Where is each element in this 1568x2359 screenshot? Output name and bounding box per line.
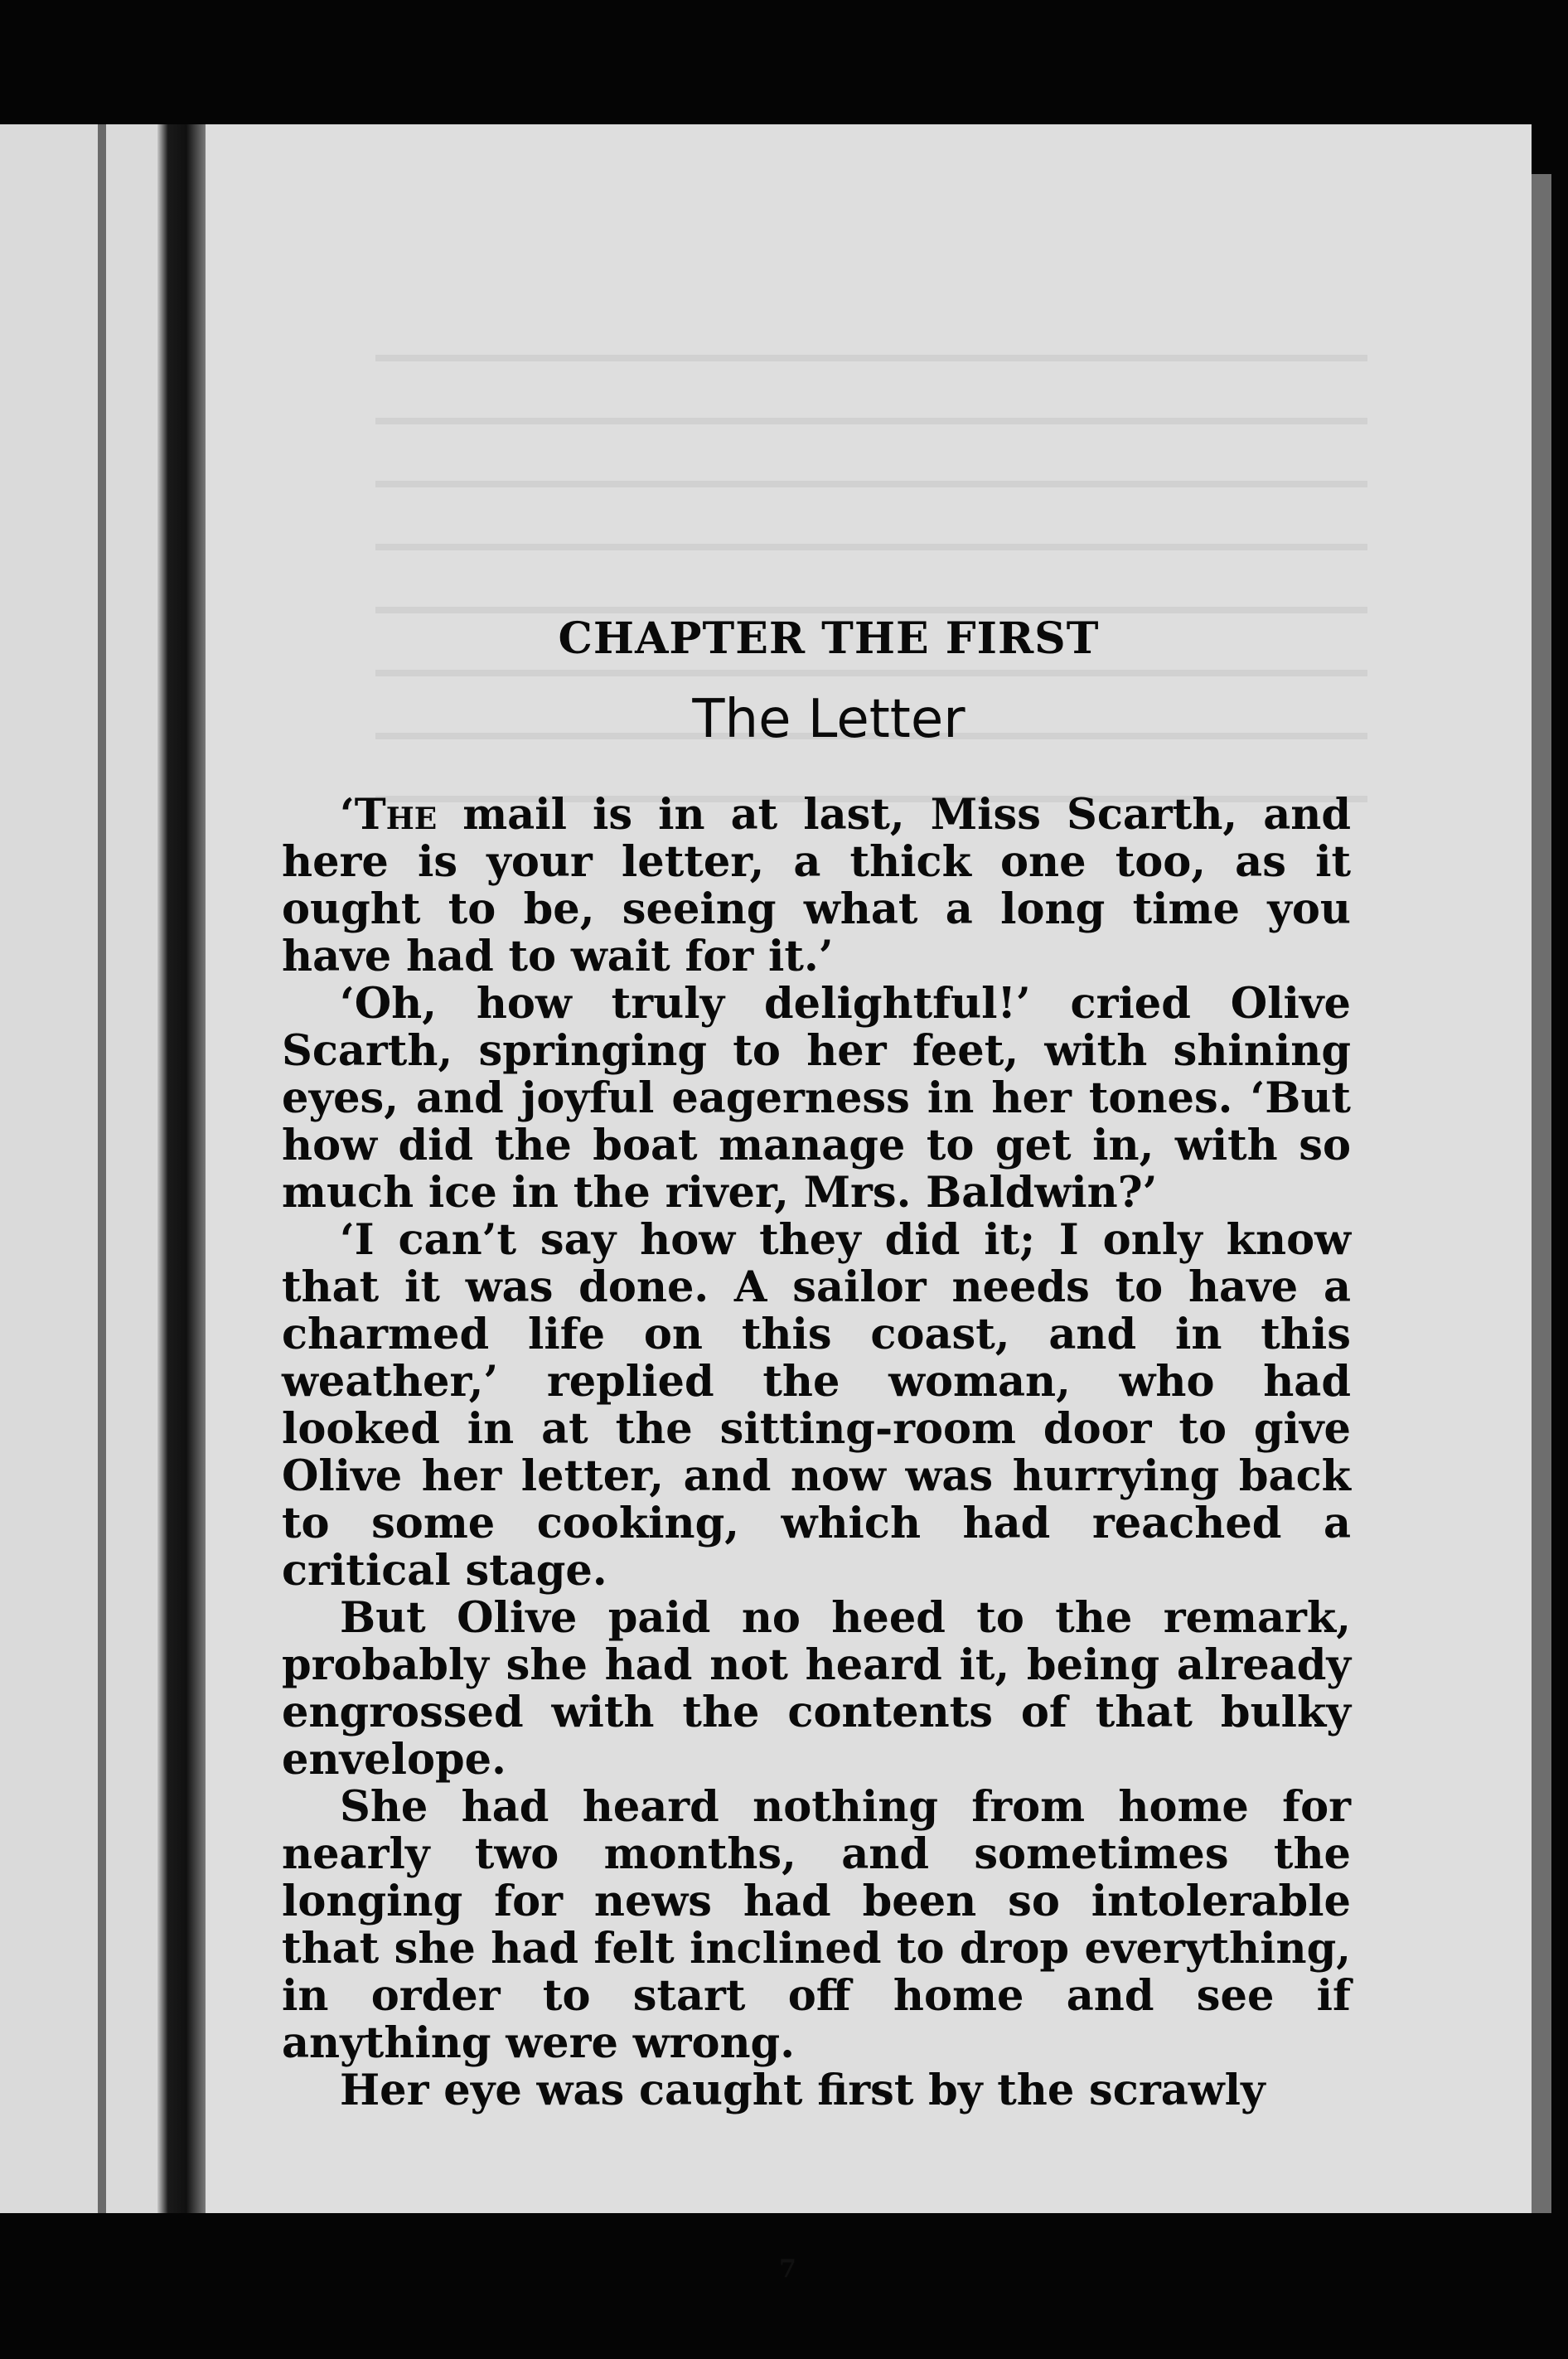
paragraph-lead-word: ‘The: [340, 790, 438, 840]
paragraph-text: But Olive paid no heed to the remark, probably she had not heard it, being already engrossed with the contents of that bulky envelope.: [282, 1593, 1351, 1785]
paragraph: [282, 981, 1351, 1217]
paragraph-text: Her eye was caught first by the scrawly: [340, 2066, 1266, 2115]
previous-page: [0, 124, 157, 2213]
paragraph: [282, 1595, 1351, 1784]
paragraph-text: mail is in at last, Miss Scarth, and here is your letter, a thick one too, as it ought to be, seeing what a long time you have had to wait for it.’: [282, 790, 1351, 981]
page-content: [282, 597, 1351, 2114]
chapter-title: The Letter: [692, 689, 965, 750]
paragraph: [282, 1784, 1351, 2067]
chapter-heading: CHAPTER THE FIRST: [558, 613, 1100, 664]
book-gutter: [157, 124, 206, 2213]
page-edge: [1532, 174, 1551, 2213]
paragraph: [282, 2067, 1351, 2114]
paragraph: [282, 792, 1351, 981]
paragraph-text: She had heard nothing from home for nearly two months, and sometimes the longing for news had been so intolerable that she had felt inclined to drop everything, in order to start off home and see if anything were wrong.: [282, 1782, 1351, 2068]
paragraph: [282, 1217, 1351, 1595]
page-number: 7: [779, 2255, 796, 2284]
previous-page-edge: [98, 124, 106, 2213]
paragraph-text: ‘I can’t say how they did it; I only know that it was done. A sailor needs to have a charmed life on this coast, and in this weather,’ replied the woman, who had looked in at the sitting-room door to give Olive her letter, and now was hurrying back to some cooking, which had reached a critical stage.: [282, 1215, 1351, 1596]
paragraph-text: ‘Oh, how truly delightful!’ cried Olive Scarth, springing to her feet, with shining eyes, and joyful eagerness in her tones. ‘But how did the boat manage to get in, with so much ice in the river, Mrs. Baldwin?’: [282, 979, 1351, 1218]
